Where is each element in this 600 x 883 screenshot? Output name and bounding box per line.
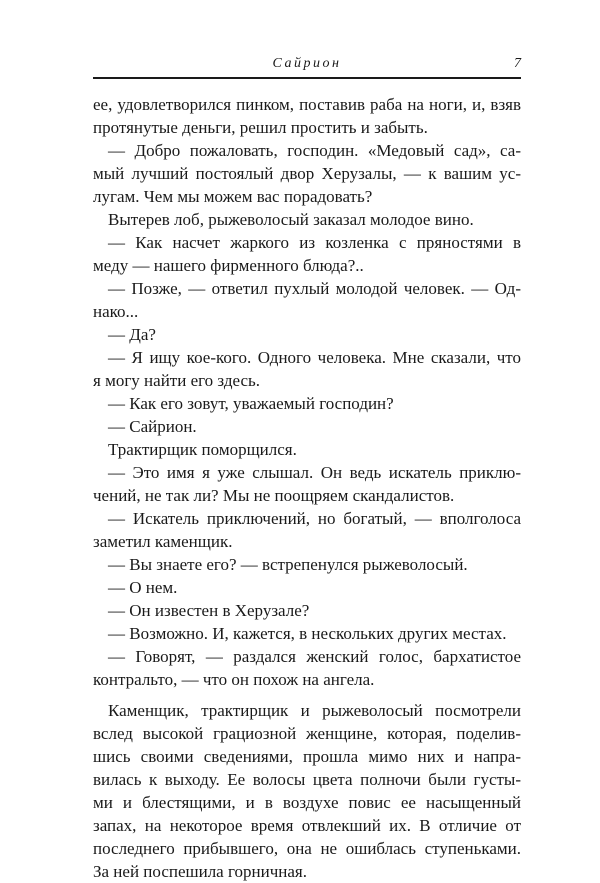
body-text [93, 93, 521, 883]
text-line: протянутые деньги, решил простить и забыть. [93, 118, 428, 137]
text-line: — Это имя я уже слышал. Он ведь искатель приклю- [108, 463, 521, 482]
running-title: Сайрион [272, 56, 342, 71]
header-rule [93, 77, 521, 79]
text-line: — О нем. [108, 578, 178, 597]
text-line: лугам. Чем мы можем вас порадовать? [93, 187, 373, 206]
text-line: — Возможно. И, кажется, в нескольких других местах. [108, 624, 507, 643]
text-line: запах, на некоторое время отвлекший их. В отличие от [93, 816, 521, 835]
text-line: Вытерев лоб, рыжеволосый заказал молодое вино. [108, 210, 474, 229]
text-line: — Сайрион. [108, 417, 197, 436]
text-line: — Добро пожаловать, господин. «Медовый сад», са- [108, 141, 521, 160]
text-line: — Позже, — ответил пухлый молодой человек. — Од- [108, 279, 521, 298]
text-line: вилась к выходу. Ее волосы цвета полночи были густы- [93, 770, 521, 789]
page-number: 7 [514, 56, 521, 71]
text-line: За ней поспешила горничная. [93, 862, 307, 881]
text-line: чений, не так ли? Мы не поощряем скандалистов. [93, 486, 455, 505]
text-line: — Да? [108, 325, 156, 344]
text-line: — Как его зовут, уважаемый господин? [108, 394, 394, 413]
text-line: — Как насчет жаркого из козленка с пряностями в [108, 233, 521, 252]
text-line: — Он известен в Херузале? [108, 601, 310, 620]
text-line: Каменщик, трактирщик и рыжеволосый посмотрели [108, 701, 521, 720]
text-line: — Я ищу кое-кого. Одного человека. Мне сказали, что [108, 348, 521, 367]
text-line: ми и блестящими, и в воздухе повис ее насыщенный [93, 793, 521, 812]
text-line: нако... [93, 302, 139, 321]
text-line: вслед высокой грациозной женщине, которая, поделив- [93, 724, 521, 743]
text-line: шись своими сведениями, прошла мимо них и напра- [93, 747, 521, 766]
text-line: контральто, — что он похож на ангела. [93, 670, 375, 689]
text-line: ее, удовлетворился пинком, поставив раба на ноги, и, взяв [93, 95, 521, 114]
text-line: мый лучший постоялый двор Херузалы, — к вашим ус- [93, 164, 521, 183]
text-line: я могу найти его здесь. [93, 371, 260, 390]
text-line: последнего прибывшего, она не ошиблась ступеньками. [93, 839, 521, 858]
text-line: — Искатель приключений, но богатый, — вполголоса [108, 509, 521, 528]
page-header [93, 56, 521, 76]
text-line: заметил каменщик. [93, 532, 233, 551]
text-line: — Вы знаете его? — встрепенулся рыжеволосый. [108, 555, 468, 574]
text-line: Трактирщик поморщился. [108, 440, 297, 459]
text-line: — Говорят, — раздался женский голос, бархатистое [108, 647, 521, 666]
text-line: меду — нашего фирменного блюда?.. [93, 256, 364, 275]
